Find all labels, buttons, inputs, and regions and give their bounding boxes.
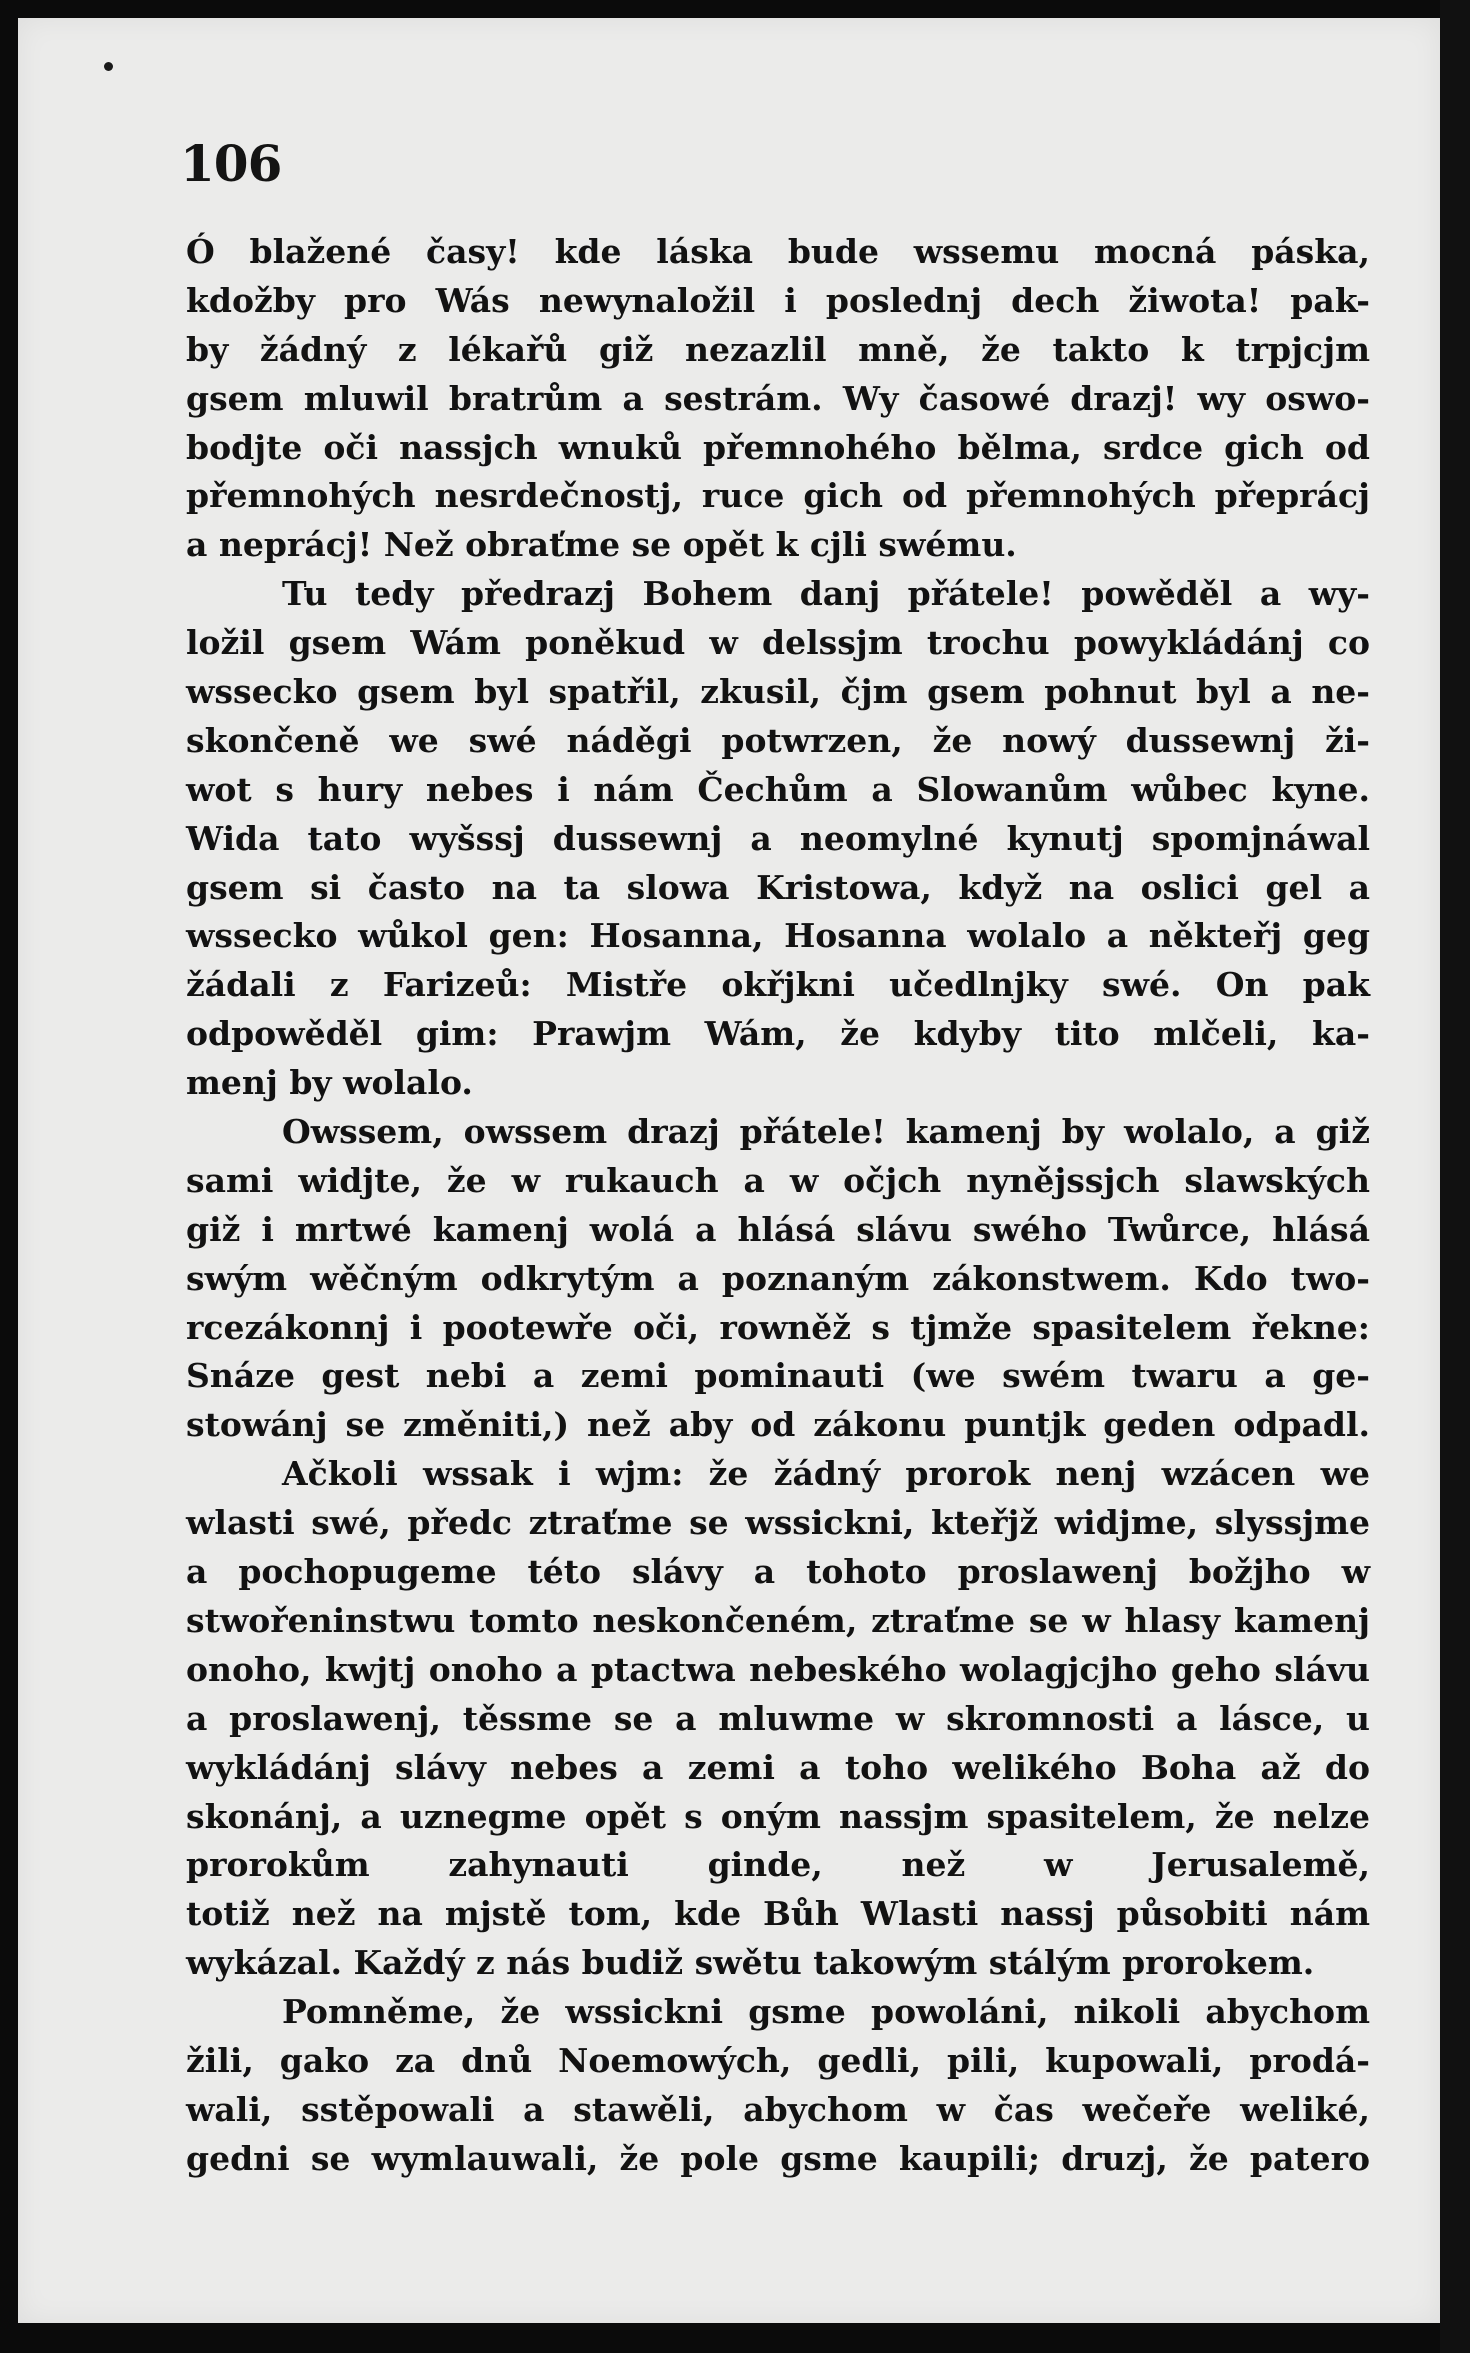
text-line: žili, gako za dnů Noemowých, gedli, pili, kupowali, prodá- — [186, 2040, 1370, 2080]
text-line: Snáze gest nebi a zemi pominauti (we swém twaru a ge- — [186, 1356, 1370, 1396]
text-line: Owssem, owssem drazj přátele! kamenj by wolalo, a giž — [282, 1112, 1370, 1152]
text-line: swým wěčným odkrytým a poznaným zákonstwem. Kdo two- — [186, 1258, 1370, 1298]
text-line: Pomněme, že wssickni gsme powoláni, nikoli abychom — [282, 1992, 1370, 2032]
text-line: rcezákonnj i pootewře oči, rowněž s tjmže spasitelem řekne: — [186, 1307, 1370, 1347]
ink-speck — [104, 62, 113, 71]
text-line: žádali z Farizeů: Mistře okřjkni učedlnjky swé. On pak — [186, 965, 1370, 1005]
text-line: stowánj se změniti,) než aby od zákonu puntjk geden odpadl. — [186, 1405, 1370, 1445]
text-line: bodjte oči nassjch wnuků přemnohého bělma, srdce gich od — [186, 427, 1370, 467]
text-line: a pochopugeme této slávy a tohoto proslawenj božjho w — [186, 1552, 1370, 1592]
text-line: wykázal. Každý z nás budiž swětu takowým stálým prorokem. — [186, 1943, 1315, 1983]
text-line: kdožby pro Wás newynaložil i poslednj dech žiwota! pak- — [186, 280, 1370, 320]
text-line: wlasti swé, předc ztraťme se wssickni, kteřjž widjme, slyssjme — [186, 1503, 1370, 1543]
text-line: a neprácj! Než obraťme se opět k cjli swému. — [186, 525, 1017, 565]
text-line: gsem si často na ta slowa Kristowa, když na oslici gel a — [186, 867, 1370, 907]
text-line: Wida tato wyšssj dussewnj a neomylné kynutj spomjnáwal — [186, 818, 1370, 858]
text-line: Ačkoli wssak i wjm: že žádný prorok nenj wzácen we — [282, 1454, 1370, 1494]
text-line: giž i mrtwé kamenj wolá a hlásá slávu swého Twůrce, hlásá — [186, 1209, 1370, 1249]
text-line: Ó blažené časy! kde láska bude wssemu mocná páska, — [186, 232, 1370, 271]
page-number: 106 — [180, 134, 282, 193]
text-line: gsem mluwil bratrům a sestrám. Wy časowé drazj! wy oswo- — [186, 378, 1370, 418]
text-line: menj by wolalo. — [186, 1063, 473, 1103]
text-line: ložil gsem Wám poněkud w delssjm trochu powykládánj co — [186, 623, 1370, 663]
text-line: gedni se wymlauwali, že pole gsme kaupili; druzj, že patero — [186, 2138, 1370, 2178]
text-line: skonánj, a uznegme opět s oným nassjm spasitelem, že nelze — [186, 1796, 1370, 1836]
text-line: wali, sstěpowali a stawěli, abychom w čas wečeře weliké, — [186, 2089, 1370, 2129]
text-line: přemnohých nesrdečnostj, ruce gich od přemnohých přeprácj — [186, 476, 1370, 516]
text-line: a proslawenj, těssme se a mluwme w skromnosti a lásce, u — [186, 1698, 1370, 1738]
text-line: Tu tedy předrazj Bohem danj přátele! powěděl a wy- — [282, 574, 1370, 614]
text-line: sami widjte, že w rukauch a w očjch nynějssjch slawských — [186, 1160, 1370, 1200]
text-line: wykládánj slávy nebes a zemi a toho welikého Boha až do — [186, 1747, 1370, 1787]
text-line: stwořeninstwu tomto neskončeném, ztraťme se w hlasy kamenj — [186, 1600, 1370, 1640]
scan-right-edge — [1440, 0, 1470, 2353]
body-text — [186, 228, 1370, 2184]
text-line: wssecko wůkol gen: Hosanna, Hosanna wolalo a někteřj geg — [186, 916, 1370, 956]
text-line: odpowěděl gim: Prawjm Wám, že kdyby tito mlčeli, ka- — [186, 1014, 1370, 1054]
text-line: prorokům zahynauti ginde, než w Jerusalemě, — [186, 1845, 1370, 1885]
text-line: wssecko gsem byl spatřil, zkusil, čjm gsem pohnut byl a ne- — [186, 672, 1370, 712]
text-line: onoho, kwjtj onoho a ptactwa nebeského wolagjcjho geho slávu — [186, 1649, 1370, 1689]
text-line: skončeně we swé náděgi potwrzen, že nowý dussewnj ži- — [186, 720, 1370, 760]
text-line: by žádný z lékařů giž nezazlil mně, že takto k trpjcjm — [186, 329, 1370, 369]
text-line: wot s hury nebes i nám Čechům a Slowanům wůbec kyne. — [186, 769, 1370, 809]
book-page — [18, 18, 1440, 2323]
text-line: totiž než na mjstě tom, kde Bůh Wlasti nassj působiti nám — [186, 1894, 1370, 1934]
